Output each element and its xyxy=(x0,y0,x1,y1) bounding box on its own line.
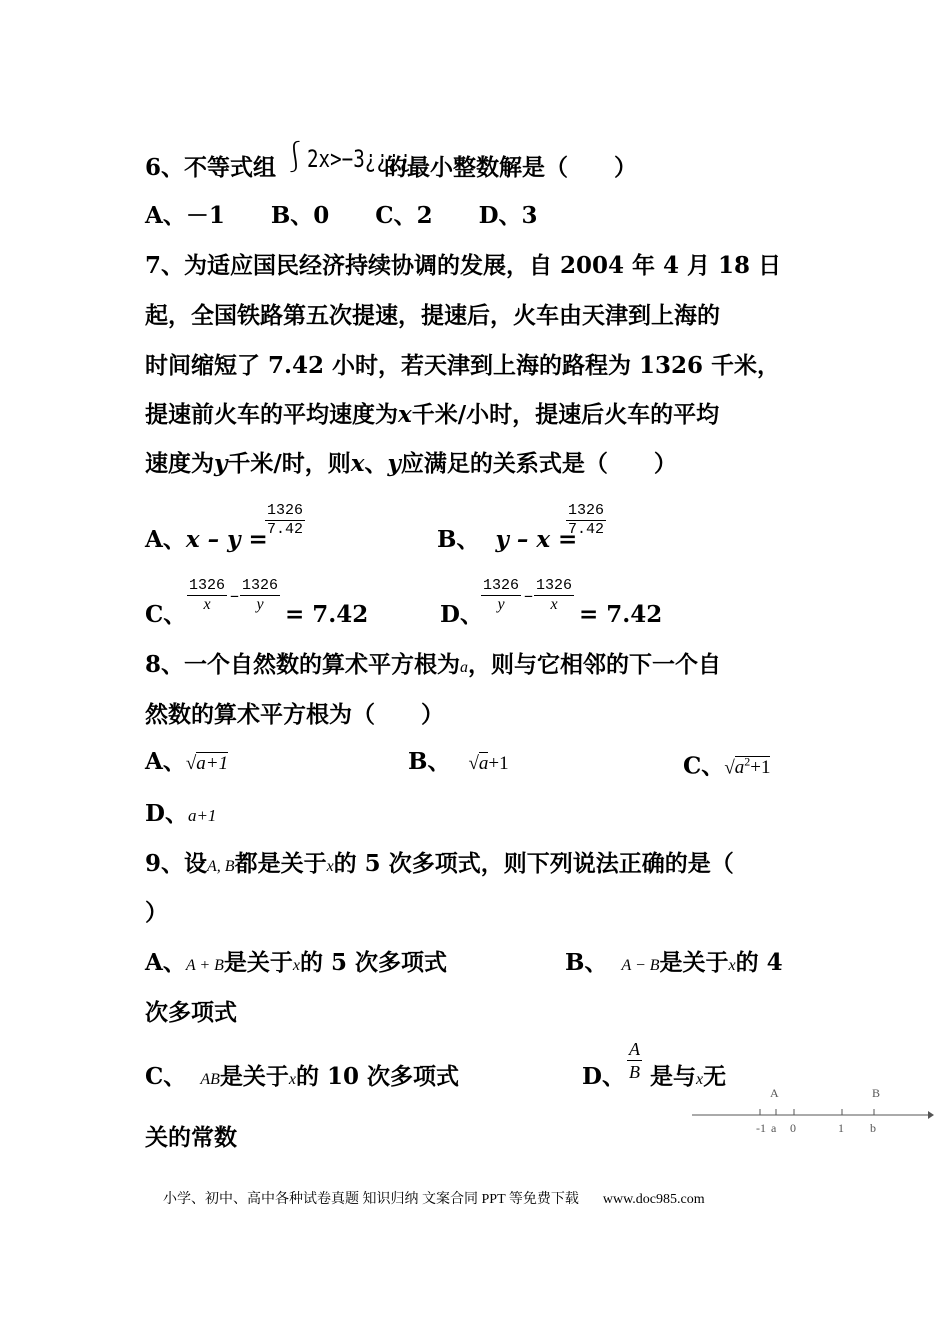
q7-option-b-fraction xyxy=(566,502,606,539)
q9-option-a-text: 是关于 xyxy=(223,949,293,976)
q9-option-b-text: 是关于 xyxy=(659,949,729,976)
number-line-tick-label: b xyxy=(870,1121,876,1135)
q7-option-c-minus: – xyxy=(230,585,239,606)
fraction-denominator: x xyxy=(550,596,558,613)
q9-option-c-x: x xyxy=(288,1071,296,1088)
q7-var-x: x xyxy=(398,401,412,428)
radicand-exponent: 2 xyxy=(744,755,751,769)
q7-option-a-label: A、 xyxy=(145,526,186,553)
q7-option-d-eq: = 7.42 xyxy=(579,601,663,628)
q9-l1-tail: 的 5 次多项式，则下列说法正确的是（ xyxy=(333,850,734,877)
q7-option-d-label: D、 xyxy=(440,601,483,628)
q6-brace: ⎰ xyxy=(283,140,307,175)
q8-option-b-label: B、 xyxy=(408,748,451,775)
q8-l1-tail: ，则与它相邻的下一个自 xyxy=(468,651,722,678)
q9-var-x: x xyxy=(326,858,334,875)
q7-line-4 xyxy=(145,400,719,430)
q9-option-c-expr: AB xyxy=(200,1071,220,1088)
q8-line-2: 然数的算术平方根为（ ） xyxy=(145,701,444,728)
q9-option-d-text-a: 是与 xyxy=(650,1063,696,1090)
q7-option-c-eq: = 7.42 xyxy=(285,601,369,628)
q9-option-c-text: 是关于 xyxy=(219,1063,289,1090)
q9-l1-mid: 都是关于 xyxy=(234,850,327,877)
q9-option-c-tail: 的 10 次多项式 xyxy=(295,1063,459,1090)
q8-l1-text: 8、一个自然数的算术平方根为 xyxy=(145,651,461,678)
q9-l1-text: 9、设 xyxy=(145,850,208,877)
q7-option-c-frac1 xyxy=(187,577,227,614)
radicand: a xyxy=(478,753,489,774)
q7-line-3: 时间缩短了 7.42 小时，若天津到上海的路程为 1326 千米， xyxy=(145,352,781,379)
q9-line-2: ） xyxy=(145,899,168,926)
q6-system-image xyxy=(283,132,411,176)
q9-option-a-x: x xyxy=(292,957,301,974)
q9-option-c xyxy=(145,1062,459,1095)
fraction-numerator: 1326 xyxy=(242,577,279,594)
q7-line-2: 起，全国铁路第五次提速，提速后，火车由天津到上海的 xyxy=(145,302,720,329)
q8-option-d xyxy=(145,799,216,831)
footer-link[interactable]: www.doc985.com xyxy=(602,1192,705,1207)
fraction-numerator: 1326 xyxy=(536,577,573,594)
q7-var-y2: y xyxy=(387,450,401,477)
radicand-tail: +1 xyxy=(750,757,771,779)
footer-text: 小学、初中、高中各种试卷真题 知识归纳 文案合同 PPT 等免费下载 xyxy=(163,1192,579,1207)
number-line-tick-label: 1 xyxy=(838,1121,844,1135)
number-line-figure xyxy=(690,1083,935,1143)
q9-option-b-tail: 的 4 xyxy=(735,949,783,976)
q7-option-d-minus: – xyxy=(524,585,533,606)
q7-var-y: y xyxy=(214,450,228,477)
q9-option-b xyxy=(565,948,783,981)
q8-option-b xyxy=(408,747,509,779)
q9-option-d-fraction xyxy=(627,1038,642,1083)
q8-option-b-sqrt xyxy=(468,753,508,774)
number-line-tick-label: a xyxy=(771,1121,777,1135)
q7-option-b-label: B、 xyxy=(437,526,480,553)
q9-option-a xyxy=(145,948,447,981)
number-line-tick-label: 0 xyxy=(790,1121,796,1135)
q8-var-a: a xyxy=(460,659,469,676)
q8-option-c xyxy=(683,747,770,783)
q9-option-b-expr: A − B xyxy=(621,957,660,974)
number-line-label-a: A xyxy=(770,1086,779,1100)
q7-option-b xyxy=(437,525,577,555)
fraction-denominator: 7.42 xyxy=(568,521,605,538)
radicand-a: a xyxy=(734,757,745,779)
q7-l5-tail: 应满足的关系式是（ ） xyxy=(400,450,677,477)
q9-option-d-tail: 无 xyxy=(703,1063,727,1090)
q7-option-a-fraction xyxy=(265,502,305,539)
q8-option-c-sqrt xyxy=(724,756,770,778)
radicand: a+1 xyxy=(196,753,229,774)
fraction-denominator: y xyxy=(497,596,505,613)
fraction-numerator: 1326 xyxy=(568,502,605,519)
q8-option-b-tail: +1 xyxy=(488,753,509,774)
q6-system-text: 2x>−3¿¿¿¿ xyxy=(307,145,412,173)
q9-option-a-tail: 的 5 次多项式 xyxy=(300,949,448,976)
fraction-numerator: A xyxy=(629,1039,640,1059)
q7-option-d-frac1 xyxy=(481,577,521,614)
q9-option-c-label: C、 xyxy=(145,1063,187,1090)
radicand xyxy=(735,756,771,778)
q8-option-d-expr: a+1 xyxy=(187,806,217,825)
fraction-denominator: x xyxy=(203,596,211,613)
q7-line-1: 7、为适应国民经济持续协调的发展，自 2004 年 4 月 18 日 xyxy=(145,252,782,279)
fraction-denominator: 7.42 xyxy=(267,521,304,538)
q7-l5-mid: 千米/时，则 xyxy=(227,450,351,477)
q9-vars-ab: A, B xyxy=(207,858,235,875)
fraction-denominator: B xyxy=(629,1062,640,1082)
q7-l5-text: 速度为 xyxy=(145,450,214,477)
q9-option-d-x: x xyxy=(696,1071,704,1088)
fraction-numerator: 1326 xyxy=(267,502,304,519)
q8-option-a-label: A、 xyxy=(145,748,186,775)
q9-option-b-line-2: 次多项式 xyxy=(145,999,237,1026)
q8-option-a-sqrt xyxy=(186,752,228,774)
q7-l4-tail: 千米/小时，提速后火车的平均 xyxy=(411,401,720,428)
page-footer xyxy=(163,1188,705,1208)
q9-option-b-label: B、 xyxy=(565,949,608,976)
arrow-icon xyxy=(928,1111,934,1119)
q7-var-x2: x xyxy=(350,450,365,477)
number-line-label-b: B xyxy=(872,1086,881,1100)
fraction-denominator: y xyxy=(256,596,264,613)
q7-option-b-expr: y – x = xyxy=(495,526,578,553)
q7-option-a-expr: x – y = xyxy=(185,526,268,553)
q8-option-c-label: C、 xyxy=(683,752,725,780)
q8-line-1 xyxy=(145,650,721,683)
fraction-numerator: 1326 xyxy=(189,577,226,594)
q7-l4-text: 提速前火车的平均速度为 xyxy=(145,401,398,428)
sqrt-icon: √ xyxy=(185,753,197,774)
sqrt-icon: √ xyxy=(724,757,735,779)
q9-option-b-x: x xyxy=(728,957,736,974)
q7-l5-sep: 、 xyxy=(364,450,388,477)
q6-stem-text: 6、不等式组 xyxy=(145,154,277,181)
q7-line-5 xyxy=(145,449,677,479)
q8-option-a xyxy=(145,747,228,779)
q7-option-a xyxy=(145,525,268,555)
q8-option-d-label: D、 xyxy=(145,800,188,827)
q7-option-c-frac2 xyxy=(240,577,280,614)
q6-options: A、－1 B、0 C、2 D、3 xyxy=(145,202,538,229)
q9-option-a-label: A、 xyxy=(145,949,186,976)
number-line-tick-label: -1 xyxy=(756,1121,766,1135)
q9-option-d-line-2: 关的常数 xyxy=(145,1124,237,1151)
fraction-numerator: 1326 xyxy=(483,577,520,594)
q7-option-c-label: C、 xyxy=(145,601,187,628)
q9-option-d-label: D、 xyxy=(582,1063,625,1090)
q9-line-1 xyxy=(145,849,734,882)
q9-option-a-expr: A + B xyxy=(185,957,224,974)
sqrt-icon: √ xyxy=(468,753,479,774)
q6-stem-tail: 的最小整数解是（ ） xyxy=(384,154,638,181)
q7-option-d-frac2 xyxy=(534,577,574,614)
